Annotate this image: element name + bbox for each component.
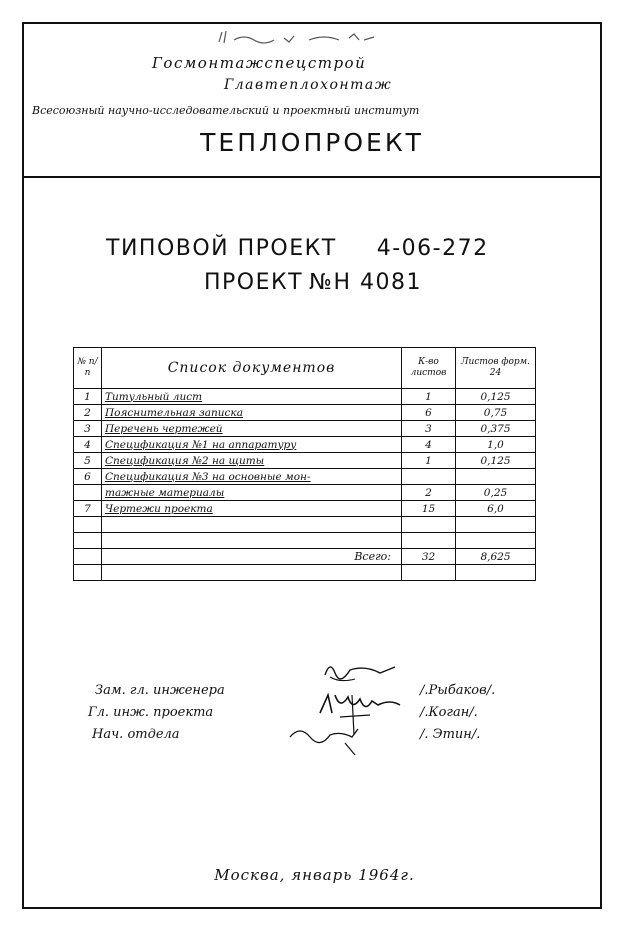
table-row <box>74 469 536 485</box>
table-header-row <box>74 348 536 389</box>
row-sheets <box>456 469 536 485</box>
row-name: Пояснительная записка <box>102 405 402 421</box>
signature-name-2: /.Коган/. <box>420 705 478 720</box>
row-count <box>402 469 456 485</box>
total-sheets: 8,625 <box>456 549 536 565</box>
project-label: ПРОЕКТ <box>204 270 304 295</box>
row-count: 15 <box>402 501 456 517</box>
org-line-2: Главтеплохонтаж <box>224 77 393 93</box>
row-count: 1 <box>402 453 456 469</box>
header-scribble <box>214 28 384 50</box>
header-block <box>24 24 600 178</box>
row-num: 2 <box>74 405 102 421</box>
row-sheets: 0,75 <box>456 405 536 421</box>
table-row-empty <box>74 533 536 549</box>
org-line-1: Госмонтажспецстрой <box>152 54 367 72</box>
row-name: Спецификация №3 на основные мон- <box>102 469 402 485</box>
project-type-code: 4-06-272 <box>376 236 489 261</box>
signature-role-2: Гл. инж. проекта <box>88 705 214 720</box>
table-total-row <box>74 549 536 565</box>
handwritten-signatures <box>280 655 430 760</box>
row-count: 3 <box>402 421 456 437</box>
row-sheets: 0,125 <box>456 389 536 405</box>
header-num: № п/п <box>74 348 102 389</box>
table-row-empty <box>74 565 536 581</box>
row-name: Чертежи проекта <box>102 501 402 517</box>
table-row-empty <box>74 517 536 533</box>
documents-table <box>73 347 536 581</box>
table-row <box>74 501 536 517</box>
table-row <box>74 421 536 437</box>
row-name: тажные материалы <box>102 485 402 501</box>
row-count: 1 <box>402 389 456 405</box>
total-label: Всего: <box>102 549 402 565</box>
row-name: Титульный лист <box>102 389 402 405</box>
footer-place-date: Москва, январь 1964г. <box>214 866 415 884</box>
table-row <box>74 453 536 469</box>
row-sheets: 0,25 <box>456 485 536 501</box>
table-row <box>74 437 536 453</box>
row-num: 5 <box>74 453 102 469</box>
row-num: 6 <box>74 469 102 485</box>
row-name: Перечень чертежей <box>102 421 402 437</box>
row-name: Спецификация №1 на аппаратуру <box>102 437 402 453</box>
row-name: Спецификация №2 на щиты <box>102 453 402 469</box>
table-row <box>74 485 536 501</box>
institute-name: ТЕПЛОПРОЕКТ <box>200 128 424 157</box>
row-sheets: 0,125 <box>456 453 536 469</box>
signature-role-1: Зам. гл. инженера <box>95 683 225 698</box>
signature-name-1: /.Рыбаков/. <box>420 683 496 698</box>
row-count: 2 <box>402 485 456 501</box>
total-count: 32 <box>402 549 456 565</box>
row-sheets: 6,0 <box>456 501 536 517</box>
project-type-line <box>106 236 489 261</box>
row-sheets: 0,375 <box>456 421 536 437</box>
row-num <box>74 485 102 501</box>
row-num: 1 <box>74 389 102 405</box>
table-row <box>74 405 536 421</box>
row-num: 3 <box>74 421 102 437</box>
project-number-line <box>204 270 422 295</box>
row-count: 4 <box>402 437 456 453</box>
header-sheets: К-во листов <box>402 348 456 389</box>
row-count: 6 <box>402 405 456 421</box>
project-type-label: ТИПОВОЙ ПРОЕКТ <box>106 236 337 261</box>
row-num: 7 <box>74 501 102 517</box>
header-title: Список документов <box>102 348 402 389</box>
header-format: Листов форм. 24 <box>456 348 536 389</box>
project-number: №Н 4081 <box>309 270 422 295</box>
table-row <box>74 389 536 405</box>
row-sheets: 1,0 <box>456 437 536 453</box>
row-num: 4 <box>74 437 102 453</box>
signature-name-3: /. Этин/. <box>420 727 481 742</box>
org-line-3: Всесоюзный научно-исследовательский и проектный институт <box>32 104 420 117</box>
signature-role-3: Нач. отдела <box>92 727 180 742</box>
